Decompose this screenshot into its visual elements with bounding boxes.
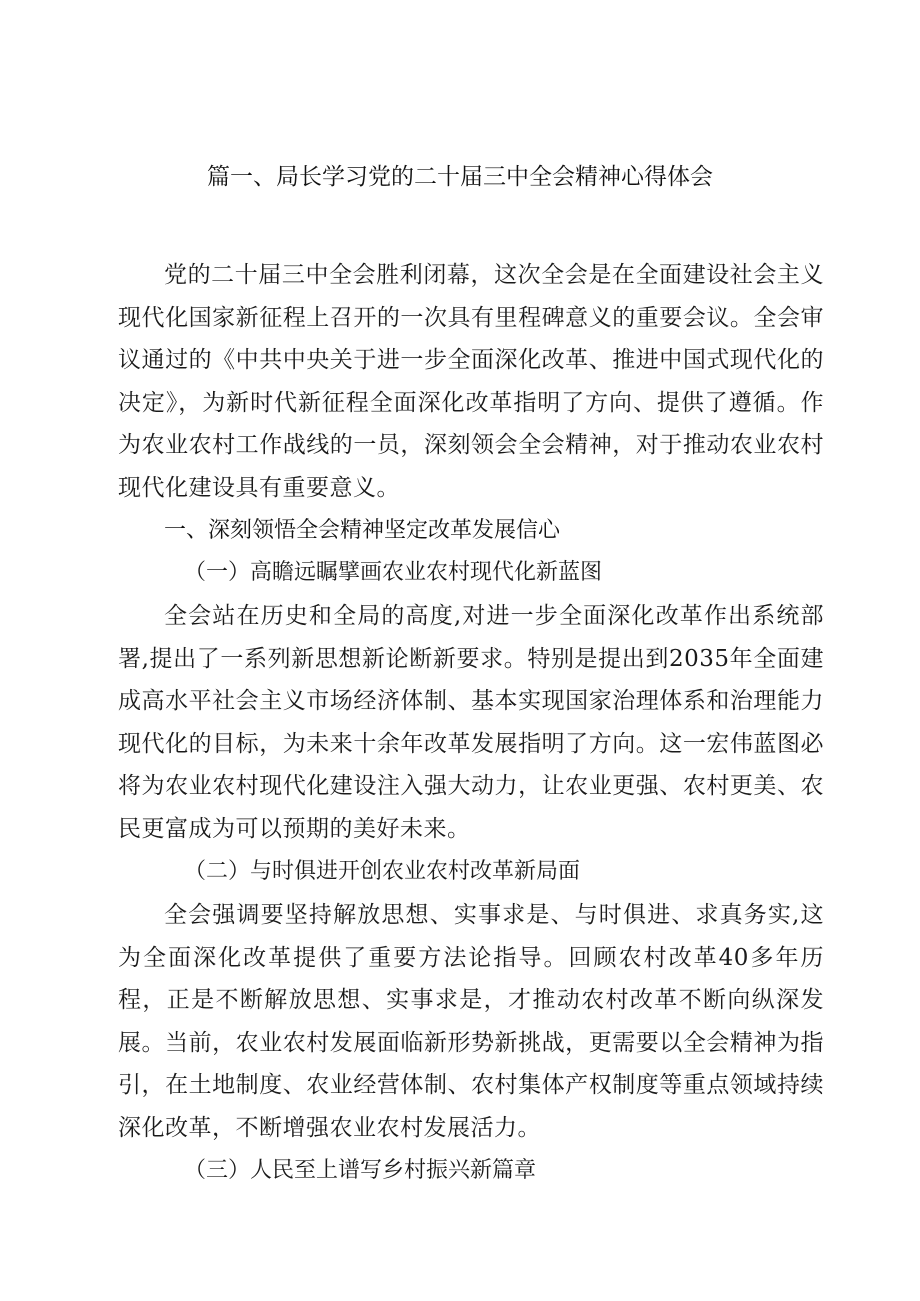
subsection-heading-3: （三）人民至上谱写乡村振兴新篇章 [184, 1158, 537, 1183]
subsection-paragraph-1: 全会站在历史和全局的高度,对进一步全面深化改革作出系统部署,提出了一系列新思想新论断新要求。特别是提出到2035年全面建成高水平社会主义市场经济体制、基本实现国家治理体系和治理能力现代化的目标，为未来十余年改革发展指明了方向。这一宏伟蓝图必将为农业农村现代化建设注入强大动力，让农业更强、农村更美、农民更富成为可以预期的美好未来。 [118, 603, 824, 842]
subsection-heading-2: （二）与时俱进开创农业农村改革新局面 [184, 859, 581, 884]
intro-paragraph: 党的二十届三中全会胜利闭幕，这次全会是在全面建设社会主义现代化国家新征程上召开的一次具有里程碑意义的重要会议。全会审议通过的《中共中央关于进一步全面深化改革、推进中国式现代化的决定》，为新时代新征程全面深化改革指明了方向、提供了遵循。作为农业农村工作战线的一员，深刻领会全会精神，对于推动农业农村现代化建设具有重要意义。 [118, 262, 824, 501]
document-title: 篇一、局长学习党的二十届三中全会精神心得体会 [207, 164, 713, 190]
document-body [118, 254, 824, 1193]
subsection-heading-1: （一）高瞻远瞩擘画农业农村现代化新蓝图 [184, 560, 603, 585]
subsection-paragraph-2: 全会强调要坚持解放思想、实事求是、与时俱进、求真务实,这为全面深化改革提供了重要方法论指导。回顾农村改革40多年历程，正是不断解放思想、实事求是，才推动农村改革不断向纵深发展。当前，农业农村发展面临新形势新挑战，更需要以全会精神为指引，在土地制度、农业经营体制、农村集体产权制度等重点领域持续深化改革，不断增强农业农村发展活力。 [118, 902, 824, 1141]
section-heading-1: 一、深刻领悟全会精神坚定改革发展信心 [164, 518, 561, 543]
